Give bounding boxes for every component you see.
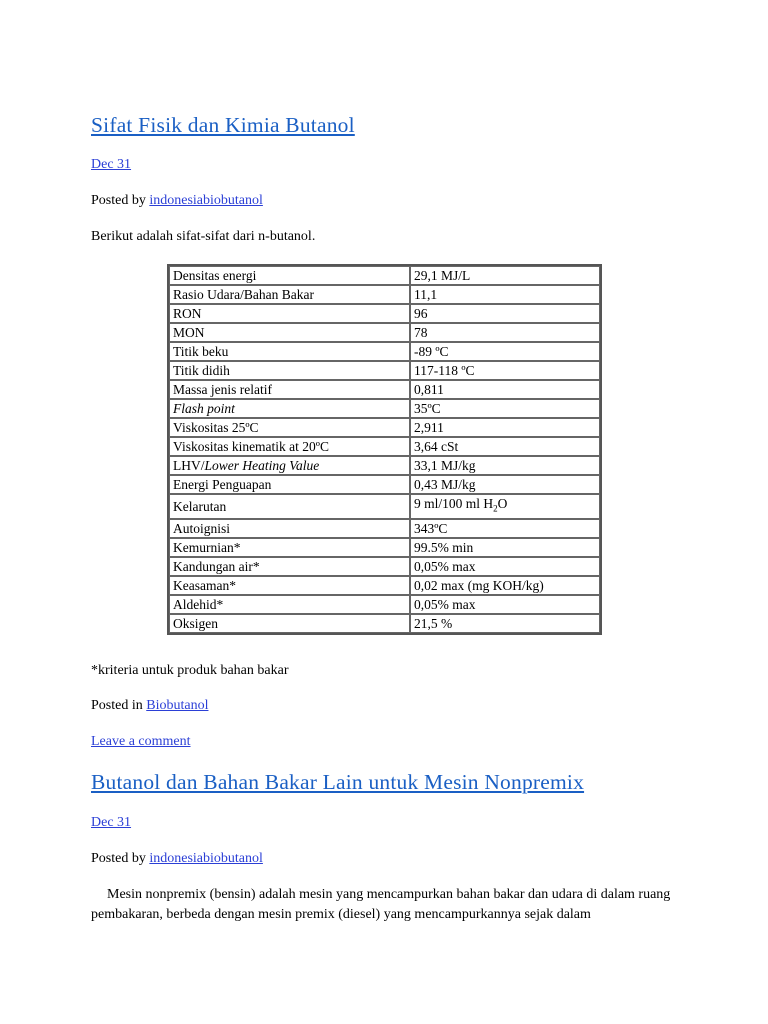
category-link[interactable]: Biobutanol (146, 698, 209, 713)
property-name: Keasaman* (169, 576, 410, 595)
post-title-2 (91, 770, 584, 795)
property-name: Kemurnian* (169, 538, 410, 557)
table-row (169, 576, 600, 595)
comment-line (91, 734, 191, 750)
property-value: 117-118 ºC (410, 361, 600, 380)
property-value: 343ºC (410, 519, 600, 538)
table-row (169, 595, 600, 614)
property-value (410, 494, 600, 519)
property-value: 96 (410, 304, 600, 323)
property-name: Kelarutan (169, 494, 410, 519)
property-value: 33,1 MJ/kg (410, 456, 600, 475)
table-row (169, 494, 600, 519)
table-row (169, 538, 600, 557)
property-name: Massa jenis relatif (169, 380, 410, 399)
property-value: 0,811 (410, 380, 600, 399)
property-name: MON (169, 323, 410, 342)
post-byline (91, 193, 263, 209)
property-name: Viskositas kinematik at 20ºC (169, 437, 410, 456)
table-row (169, 266, 600, 285)
property-name: Rasio Udara/Bahan Bakar (169, 285, 410, 304)
property-value: 0,02 max (mg KOH/kg) (410, 576, 600, 595)
property-name: Titik didih (169, 361, 410, 380)
author-link-2[interactable]: indonesiabiobutanol (149, 851, 263, 866)
table-row (169, 437, 600, 456)
property-name: Autoignisi (169, 519, 410, 538)
post-category (91, 698, 208, 714)
table-row (169, 361, 600, 380)
table-row (169, 475, 600, 494)
byline-prefix: Posted by (91, 193, 150, 208)
table-row (169, 399, 600, 418)
property-value: 29,1 MJ/L (410, 266, 600, 285)
table-row (169, 380, 600, 399)
property-value: 0,43 MJ/kg (410, 475, 600, 494)
property-value: 11,1 (410, 285, 600, 304)
property-value: 99.5% min (410, 538, 600, 557)
table-footnote: *kriteria untuk produk bahan bakar (91, 663, 289, 678)
table-row (169, 557, 600, 576)
post-date-link-2[interactable]: Dec 31 (91, 815, 132, 830)
leave-comment-link[interactable]: Leave a comment (91, 734, 191, 749)
table-row (169, 456, 600, 475)
post-title (91, 113, 355, 138)
table-row (169, 323, 600, 342)
property-name: Oksigen (169, 614, 410, 633)
post-title-link-2[interactable]: Butanol dan Bahan Bakar Lain untuk Mesin Nonpremix (91, 770, 585, 794)
post-date (91, 157, 131, 173)
post-date-2 (91, 815, 131, 831)
table-row (169, 304, 600, 323)
post-intro: Berikut adalah sifat-sifat dari n-butanol. (91, 229, 316, 244)
property-name (169, 456, 410, 475)
table-row (169, 342, 600, 361)
property-value-prefix: 9 ml/100 ml H (414, 496, 494, 511)
post-date-link[interactable]: Dec 31 (91, 157, 132, 172)
property-name: Kandungan air* (169, 557, 410, 576)
author-link[interactable]: indonesiabiobutanol (149, 193, 263, 208)
byline-prefix-2: Posted by (91, 851, 150, 866)
property-value-subscript: 2 (493, 503, 498, 514)
property-value: 2,911 (410, 418, 600, 437)
property-value: 78 (410, 323, 600, 342)
table-row (169, 519, 600, 538)
property-value: 21,5 % (410, 614, 600, 633)
property-value: 0,05% max (410, 595, 600, 614)
property-name: RON (169, 304, 410, 323)
property-name: Titik beku (169, 342, 410, 361)
properties-table (167, 264, 602, 635)
property-name: Densitas energi (169, 266, 410, 285)
property-name-prefix: LHV/ (173, 458, 205, 473)
property-value: 3,64 cSt (410, 437, 600, 456)
property-name-italic: Lower Heating Value (204, 458, 320, 473)
property-value: -89 ºC (410, 342, 600, 361)
property-value: 35ºC (410, 399, 600, 418)
property-name (169, 399, 410, 418)
table-row (169, 614, 600, 633)
table-row (169, 285, 600, 304)
property-value: 0,05% max (410, 557, 600, 576)
category-prefix: Posted in (91, 698, 147, 713)
property-value-suffix: O (497, 496, 508, 511)
post-byline-2 (91, 851, 263, 867)
property-name-italic: Flash point (173, 401, 235, 416)
post-paragraph-2: Mesin nonpremix (bensin) adalah mesin yang mencampurkan bahan bakar dan udara di dalam ruang pembakaran, berbeda dengan mesin premix (diesel) yang mencampurkannya sejak dalam (91, 887, 671, 922)
post-title-link[interactable]: Sifat Fisik dan Kimia Butanol (91, 113, 355, 137)
table-row (169, 418, 600, 437)
property-name: Viskositas 25ºC (169, 418, 410, 437)
property-name: Aldehid* (169, 595, 410, 614)
property-name: Energi Penguapan (169, 475, 410, 494)
